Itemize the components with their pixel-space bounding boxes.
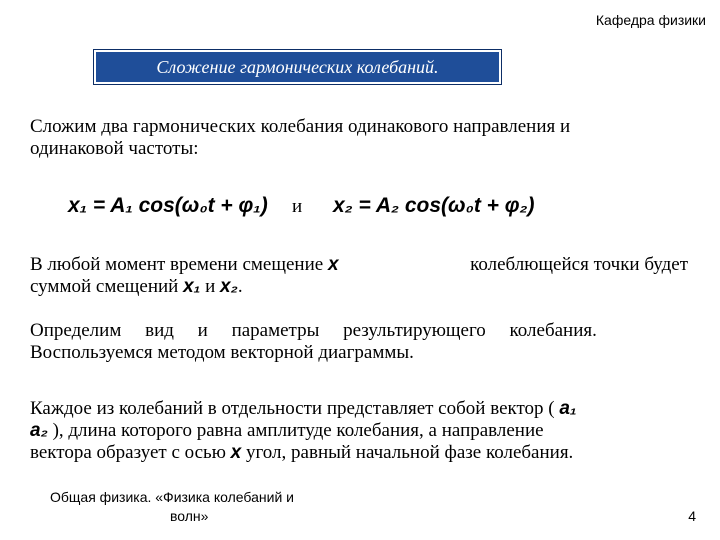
displacement-text-b: колеблющейся точки будет — [470, 254, 688, 275]
displacement-line-1 — [30, 254, 688, 276]
vector-text-a: Каждое из колебаний в отдельности представляет собой вектор ( — [30, 398, 555, 419]
vector-paragraph — [30, 398, 688, 464]
intro-text-1: Сложим два гармонических колебания одинакового направления и — [30, 116, 571, 137]
symbol-axis-x: x — [230, 442, 242, 463]
method-paragraph — [30, 320, 688, 364]
symbol-x2: x₂ — [220, 276, 238, 297]
slide-title: Сложение гармонических колебаний. — [156, 56, 439, 77]
slide-title-box — [93, 49, 502, 85]
displacement-text-c: суммой смещений — [30, 276, 179, 297]
intro-line-2: одинаковой частоты: — [30, 138, 199, 159]
page-number: 4 — [688, 508, 696, 524]
vector-line-2 — [30, 420, 688, 442]
displacement-end: . — [237, 276, 243, 297]
method-text-1: Определим вид и параметры результирующего колебания. — [30, 320, 597, 341]
vector-line-1 — [30, 398, 688, 420]
method-line-2: Воспользуемся методом векторной диаграммы. — [30, 342, 414, 363]
symbol-x1: x₁ — [183, 276, 201, 297]
method-line-1 — [30, 320, 688, 342]
vector-text-c: вектора образует с осью — [30, 442, 226, 463]
formula-x2: x₂ = A₂ cos(ω₀t + φ₂) — [333, 194, 535, 217]
symbol-a1: a₁ — [559, 398, 577, 419]
displacement-paragraph — [30, 254, 688, 298]
vector-line-3 — [30, 442, 688, 464]
formula-x1: x₁ = A₁ cos(ω₀t + φ₁) — [68, 194, 268, 217]
symbol-x: x — [327, 254, 339, 275]
department-label: Кафедра физики — [595, 12, 706, 28]
vector-text-d: угол, равный начальной фазе колебания. — [245, 442, 574, 463]
displacement-and: и — [205, 276, 216, 297]
formula-conjunction: и — [292, 196, 303, 217]
intro-paragraph — [30, 116, 688, 160]
displacement-line-2 — [30, 276, 688, 298]
course-line-1: Общая физика. «Физика колебаний и — [50, 489, 294, 505]
course-line-2: волн» — [170, 508, 209, 524]
vector-text-b: ), длина которого равна амплитуде колебания, а направление — [52, 420, 544, 441]
symbol-a2: a₂ — [30, 420, 48, 441]
course-footer — [50, 488, 370, 526]
intro-line-1 — [30, 116, 688, 138]
displacement-text-a: В любой момент времени смещение — [30, 254, 324, 275]
